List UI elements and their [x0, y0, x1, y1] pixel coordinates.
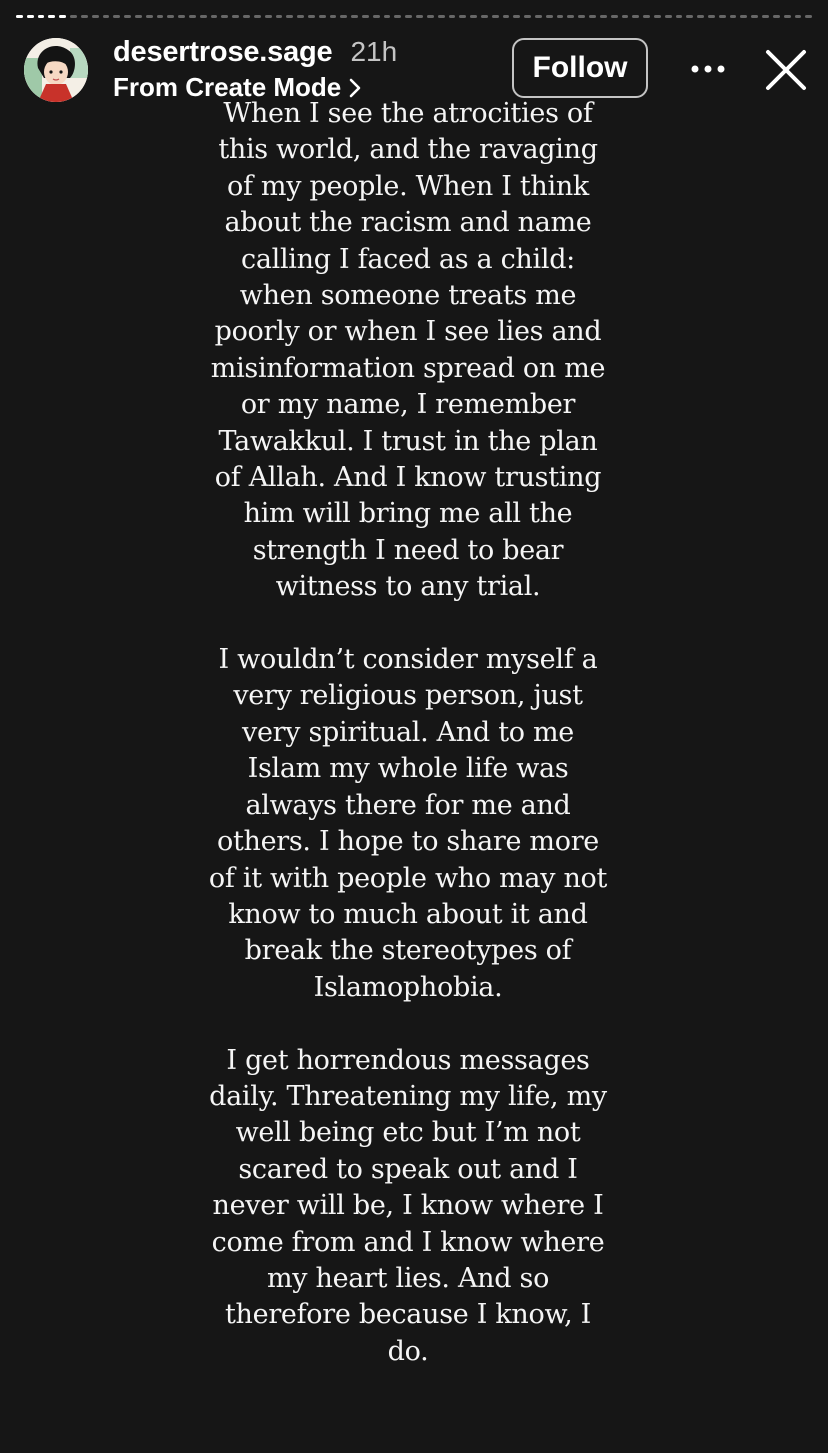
- progress-segment: [438, 15, 445, 18]
- progress-segment: [319, 15, 326, 18]
- progress-segment: [113, 15, 120, 18]
- progress-segment: [611, 15, 618, 18]
- progress-segment: [719, 15, 726, 18]
- progress-segment: [513, 15, 520, 18]
- progress-segment: [48, 15, 55, 18]
- progress-segment: [805, 15, 812, 18]
- progress-segment: [503, 15, 510, 18]
- progress-segment: [373, 15, 380, 18]
- progress-segment: [535, 15, 542, 18]
- avatar-illustration-icon: [24, 38, 88, 102]
- progress-segment: [384, 15, 391, 18]
- progress-segment: [665, 15, 672, 18]
- progress-segment: [773, 15, 780, 18]
- progress-segment: [740, 15, 747, 18]
- progress-segment: [676, 15, 683, 18]
- progress-segment: [330, 15, 337, 18]
- story-paragraph-1: When I see the atrocities of this world, and the ravaging of my people. When I think about the racism and name calling I faced as a child: when someone treats me poorly or when I see lies and misinformation spread on me or my name, I remember Tawakkul. I trust in the plan of Allah. And I know trusting him will bring me all the strength I need to bear witness to any trial.: [210, 98, 606, 603]
- progress-segment: [784, 15, 791, 18]
- progress-segment: [286, 15, 293, 18]
- progress-segment: [297, 15, 304, 18]
- progress-segment: [686, 15, 693, 18]
- progress-segment: [362, 15, 369, 18]
- progress-segment: [38, 15, 45, 18]
- progress-segment: [254, 15, 261, 18]
- progress-segment: [557, 15, 564, 18]
- progress-segment: [632, 15, 639, 18]
- progress-segment: [470, 15, 477, 18]
- progress-segment: [622, 15, 629, 18]
- progress-segment: [200, 15, 207, 18]
- progress-segment: [762, 15, 769, 18]
- progress-segment: [243, 15, 250, 18]
- progress-segment: [178, 15, 185, 18]
- progress-segment: [654, 15, 661, 18]
- follow-button[interactable]: Follow: [512, 38, 648, 98]
- progress-segment: [492, 15, 499, 18]
- progress-segment: [351, 15, 358, 18]
- progress-segment: [416, 15, 423, 18]
- progress-segment: [221, 15, 228, 18]
- close-icon: [764, 48, 808, 92]
- progress-segment: [405, 15, 412, 18]
- progress-segment-fill: [48, 15, 55, 18]
- progress-segment: [124, 15, 131, 18]
- progress-segment: [59, 15, 66, 18]
- more-options-button[interactable]: [684, 54, 732, 84]
- story-paragraph-2: I wouldn’t consider myself a very religious person, just very spiritual. And to me Islam my whole life was always there for me and others. I hope to share more of it with people who may not know to much about it and break the stereotypes of Islamophobia.: [208, 644, 608, 1003]
- progress-segment: [340, 15, 347, 18]
- close-button[interactable]: [764, 48, 808, 92]
- progress-segment: [567, 15, 574, 18]
- progress-segment: [708, 15, 715, 18]
- progress-segment: [265, 15, 272, 18]
- progress-segment: [481, 15, 488, 18]
- progress-segment: [730, 15, 737, 18]
- progress-segment: [524, 15, 531, 18]
- name-row: [113, 36, 397, 72]
- progress-segment: [459, 15, 466, 18]
- progress-segment: [146, 15, 153, 18]
- progress-segment: [643, 15, 650, 18]
- create-mode-label: From Create Mode: [113, 72, 342, 102]
- username-link[interactable]: desertrose.sage: [113, 36, 333, 68]
- progress-segment: [427, 15, 434, 18]
- progress-segment: [589, 15, 596, 18]
- progress-segment: [751, 15, 758, 18]
- story-paragraph-3: I get horrendous messages daily. Threatening my life, my well being etc but I’m not scared to speak out and I never will be, I know where I come from and I know where my heart lies. And so therefore because I know, I do.: [209, 1044, 607, 1367]
- post-time: 21h: [350, 36, 398, 67]
- story-progress-bar: [16, 15, 812, 19]
- chevron-right-icon: [349, 78, 361, 98]
- ellipsis-icon: [691, 65, 725, 73]
- progress-segment: [578, 15, 585, 18]
- progress-segment-fill: [27, 15, 34, 18]
- story-meta: [113, 36, 397, 103]
- progress-segment: [16, 15, 23, 18]
- progress-segment: [27, 15, 34, 18]
- progress-segment-fill: [16, 15, 23, 18]
- story-text: [170, 96, 646, 1407]
- progress-segment: [394, 15, 401, 18]
- progress-segment: [70, 15, 77, 18]
- progress-segment: [189, 15, 196, 18]
- progress-segment: [308, 15, 315, 18]
- progress-segment: [600, 15, 607, 18]
- progress-segment: [276, 15, 283, 18]
- progress-segment: [211, 15, 218, 18]
- progress-segment: [449, 15, 456, 18]
- progress-segment-fill: [38, 15, 45, 18]
- progress-segment: [167, 15, 174, 18]
- progress-segment: [157, 15, 164, 18]
- avatar[interactable]: [24, 38, 88, 102]
- progress-segment: [135, 15, 142, 18]
- progress-segment: [232, 15, 239, 18]
- progress-segment: [697, 15, 704, 18]
- progress-segment: [795, 15, 802, 18]
- progress-segment: [81, 15, 88, 18]
- progress-segment-fill: [59, 15, 66, 18]
- progress-segment: [546, 15, 553, 18]
- progress-segment: [92, 15, 99, 18]
- story-header: [24, 36, 808, 104]
- progress-segment: [103, 15, 110, 18]
